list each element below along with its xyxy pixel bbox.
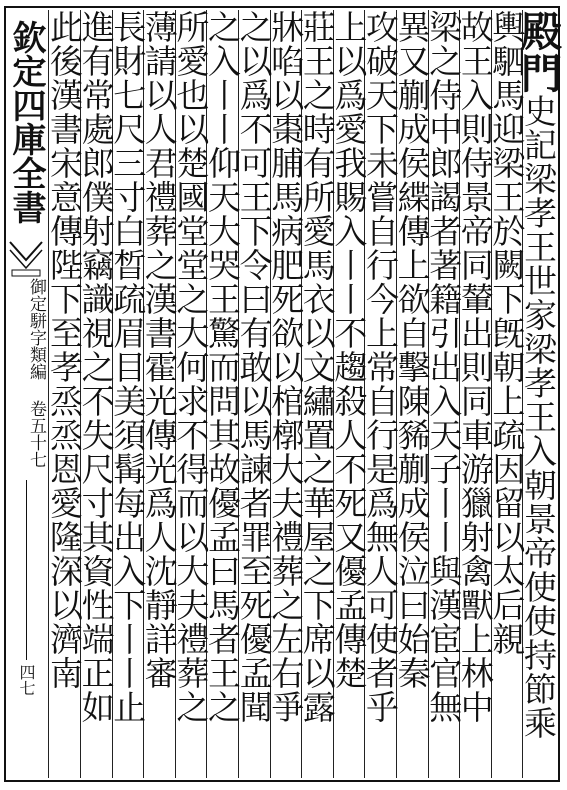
text-column [44, 10, 84, 776]
edge-divider [26, 480, 27, 660]
text-column [392, 10, 432, 776]
column-text: 攻破天下未嘗自行今上常自行是爲無人可使者乎 [360, 10, 400, 724]
entry-heading: 殿門 [513, 10, 562, 94]
text-column [360, 10, 400, 776]
volume-title: 御定駢字類編 [26, 278, 46, 380]
text-column [329, 10, 369, 776]
fishtail-mark-icon [8, 238, 44, 278]
column-text: 故王入則侍景帝同輦出則同車游獵射禽獸上林中 [455, 10, 495, 724]
column-text: 所愛也以楚國堂堂之大何求不得而以大夫禮葬之 [171, 10, 211, 724]
column-text: 之入丨丨仰天大哭王驚而問其故優孟曰馬者王之 [202, 10, 242, 724]
column-text: 長財七尺三寸白晳疏眉目美須髯每出入下丨丨止 [108, 10, 148, 724]
text-column [297, 10, 337, 776]
text-column [108, 10, 148, 776]
column-text: 之以爲不可王下令曰有敢以馬諫者罪至死優孟聞 [234, 10, 274, 724]
column-text: 牀啗以棗脯馬病肥死欲以棺槨大夫禮葬之左右爭 [266, 10, 306, 724]
column-text: 異又蒯成侯緤傳上欲自擊陳豨蒯成侯泣曰始秦 [392, 10, 432, 690]
text-column [487, 10, 527, 776]
text-column [266, 10, 306, 776]
column-text: 上以爲愛我賜入丨丨不趨殺人不死又優孟傳楚 [329, 10, 369, 690]
column-text: 薄請以人君禮葬之漢書霍光傳光爲人沈靜詳審 [139, 10, 179, 690]
volume-number: 卷五十七 [26, 400, 46, 468]
column-text: 梁之侍中郎謁者著籍引出入天子丨丨與漢宦官無 [424, 10, 464, 724]
column-text: 輿駟馬迎梁王於闕下旣朝上疏因留以太后親 [487, 10, 527, 656]
column-text: 進有常處郎僕射竊識視之不失尺寸其資性端正如 [76, 10, 116, 724]
column-text: 史記梁孝王世家梁孝王入朝景帝使使持節乘 [518, 94, 558, 740]
text-column [424, 10, 464, 776]
text-column [513, 10, 562, 776]
text-column [139, 10, 179, 776]
book-title: 欽定四庫全書 [6, 20, 46, 224]
page-number: 四七 [17, 664, 36, 696]
page-edge-margin [6, 10, 46, 778]
text-column [76, 10, 116, 776]
text-column [171, 10, 211, 776]
text-column [455, 10, 495, 776]
column-text: 莊王之時有所愛馬衣以文繡置之華屋之下席以露 [297, 10, 337, 724]
column-text: 此後漢書宋意傳陛下至孝烝烝恩愛隆深以濟南 [44, 10, 84, 690]
text-column [202, 10, 242, 776]
text-column [234, 10, 274, 776]
